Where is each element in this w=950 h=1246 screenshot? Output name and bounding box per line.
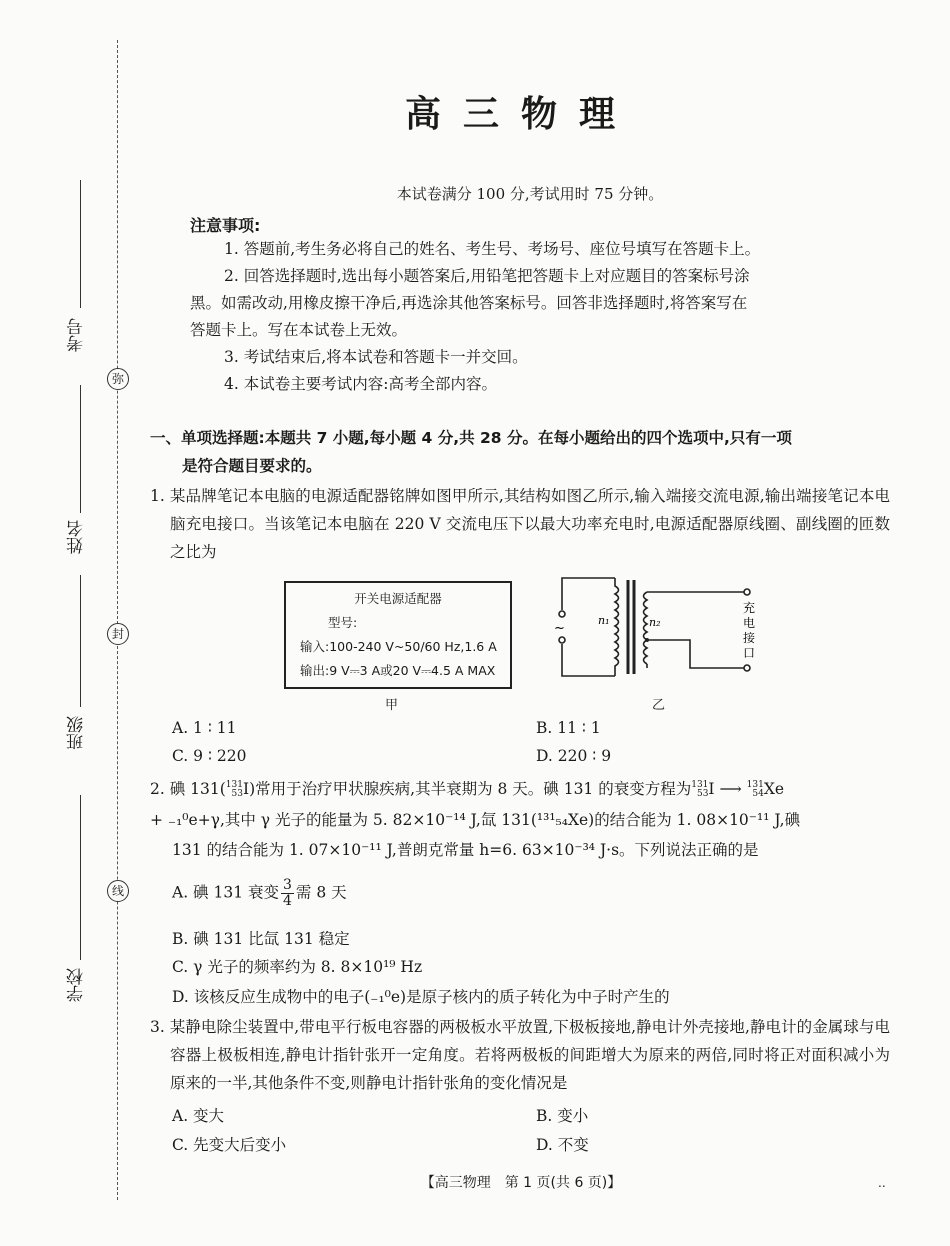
q3-option-d[interactable]: D. 不变 xyxy=(536,1136,589,1154)
q1-option-b[interactable]: B. 11 ∶ 1 xyxy=(536,719,601,737)
nameplate-title: 开关电源适配器 xyxy=(354,591,442,606)
q1-option-a[interactable]: A. 1 ∶ 11 xyxy=(172,719,237,737)
primary-wire-top xyxy=(562,578,615,610)
name-blank[interactable] xyxy=(80,385,81,513)
port-char-3: 接 xyxy=(743,631,756,645)
exam-no-label: 考号 xyxy=(67,318,87,352)
exam-no-blank[interactable] xyxy=(80,180,81,308)
iodine-mass-number: 131 xyxy=(225,780,243,790)
class-blank[interactable] xyxy=(80,575,81,707)
xenon-nuclide-label xyxy=(747,781,764,799)
question-3-stem xyxy=(150,1013,890,1097)
iodine-nuclide-label xyxy=(226,781,243,799)
fraction-denominator: 4 xyxy=(283,893,292,909)
transformer-diagram xyxy=(550,572,770,692)
seal-xian: 线 xyxy=(107,880,129,902)
output-terminal-bottom xyxy=(744,665,750,671)
iodine-nuclide-label-2 xyxy=(691,781,708,799)
q2-option-a-post: 需 8 天 xyxy=(295,883,347,902)
question-2-line-2: + ₋₁⁰e+γ,其中 γ 光子的能量为 5. 82×10⁻¹⁴ J,氙 131(¹³¹₅₄Xe)的结合能为 1. 08×10⁻¹¹ J,碘 xyxy=(150,811,801,829)
n2-label: n₂ xyxy=(649,616,661,629)
seal-feng: 封 xyxy=(107,623,129,645)
class-label: 班级 xyxy=(67,716,87,750)
notice-item-2-cont2: 答题卡上。写在本试卷上无效。 xyxy=(190,321,408,339)
q2-text-c: I ⟶ xyxy=(708,780,747,798)
iodine-atomic-number-2: 53 xyxy=(696,789,709,799)
n1-label: n₁ xyxy=(598,614,610,627)
port-char-2: 电 xyxy=(743,616,756,630)
secondary-tap-wire xyxy=(647,640,744,668)
figure-a-caption: 甲 xyxy=(385,698,399,713)
q1-stem-text: 1. 某品牌笔记本电脑的电源适配器铭牌如图甲所示,其结构如图乙所示,输入端接交流电源,输出端接笔记本电脑充电接口。当该笔记本电脑在 220 V 交流电压下以最大功率充电时,电源适配器原线圈、副线圈的匝数之比为 xyxy=(150,487,890,561)
binding-dashed-line xyxy=(117,40,118,1200)
q1-option-d[interactable]: D. 220 ∶ 9 xyxy=(536,747,612,765)
school-blank[interactable] xyxy=(80,795,81,960)
q3-option-a[interactable]: A. 变大 xyxy=(172,1107,225,1125)
q2-text-b: I)常用于治疗甲状腺疾病,其半衰期为 8 天。碘 131 的衰变方程为 xyxy=(242,780,692,798)
page-footer: 【高三物理 第 1 页(共 6 页)】 xyxy=(420,1175,622,1191)
input-terminal-top xyxy=(559,611,565,617)
output-terminal-top xyxy=(744,589,750,595)
q3-stem-text: 3. 某静电除尘装置中,带电平行板电容器的两极板水平放置,下极板接地,静电计外壳接地,静电计的金属球与电容器上极板相连,静电计指针张开一定角度。若将两极板的间距增大为原来的两倍,同时将正对面积减小为原来的一半,其他条件不变,则静电计指针张角的变化情况是 xyxy=(150,1018,890,1092)
notice-item-1: 1. 答题前,考生务必将自己的姓名、考生号、考场号、座位号填写在答题卡上。 xyxy=(224,240,761,258)
q3-option-c[interactable]: C. 先变大后变小 xyxy=(172,1136,287,1154)
exam-info: 本试卷满分 100 分,考试用时 75 分钟。 xyxy=(396,185,664,203)
secondary-coil xyxy=(644,592,648,664)
q2-option-d[interactable]: D. 该核反应生成物中的电子(₋₁⁰e)是原子核内的质子转化为中子时产生的 xyxy=(172,988,670,1006)
notice-item-2-cont: 黑。如需改动,用橡皮擦干净后,再选涂其他答案标号。回答非选择题时,将答案写在 xyxy=(190,294,748,312)
port-char-1: 充 xyxy=(743,601,756,615)
xenon-atomic-number: 54 xyxy=(752,789,764,799)
q1-option-c[interactable]: C. 9 ∶ 220 xyxy=(172,747,247,765)
q2-option-c[interactable]: C. γ 光子的频率约为 8. 8×10¹⁹ Hz xyxy=(172,958,423,976)
q2-option-a-pre: A. 碘 131 衰变 xyxy=(172,883,279,902)
nameplate-output: 输出:9 V⎓3 A或20 V⎓4.5 A MAX xyxy=(300,663,496,678)
page-title: 高三物理 xyxy=(404,94,637,135)
input-terminal-bottom xyxy=(559,637,565,643)
corner-mark: .. xyxy=(878,1176,886,1190)
q2-option-a[interactable] xyxy=(172,878,347,909)
seal-mi: 弥 xyxy=(107,368,129,390)
q2-option-b[interactable]: B. 碘 131 比氙 131 稳定 xyxy=(172,930,350,948)
question-1-stem xyxy=(150,482,890,566)
section-heading-cont: 是符合题目要求的。 xyxy=(182,457,322,475)
nameplate-input: 输入:100-240 V~50/60 Hz,1.6 A xyxy=(300,639,497,654)
nameplate-model: 型号: xyxy=(328,615,358,630)
port-char-4: 口 xyxy=(743,646,756,660)
name-label: 姓名 xyxy=(67,520,87,554)
q2-text-d: Xe xyxy=(763,780,785,798)
iodine-mass-number-2: 131 xyxy=(691,780,709,790)
figure-b-caption: 乙 xyxy=(652,698,666,713)
notice-item-4: 4. 本试卷主要考试内容:高考全部内容。 xyxy=(224,375,497,393)
iodine-atomic-number: 53 xyxy=(231,789,243,799)
fraction-numerator: 3 xyxy=(283,877,292,893)
xenon-mass-number: 131 xyxy=(746,780,764,790)
notice-item-2: 2. 回答选择题时,选出每小题答案后,用铅笔把答题卡上对应题目的答案标号涂 xyxy=(224,267,750,285)
adapter-nameplate xyxy=(284,581,512,689)
q2-text-a: 2. 碘 131( xyxy=(150,780,226,798)
question-2-line-1 xyxy=(150,777,784,799)
question-2-line-3: 131 的结合能为 1. 07×10⁻¹¹ J,普朗克常量 h=6. 63×10⁻³⁴ J·s。下列说法正确的是 xyxy=(172,841,759,859)
fraction-three-quarters xyxy=(281,878,294,909)
primary-coil xyxy=(615,578,619,676)
school-label: 学校 xyxy=(67,968,87,1002)
primary-wire-bottom xyxy=(562,644,615,676)
section-heading: 一、单项选择题:本题共 7 小题,每小题 4 分,共 28 分。在每小题给出的四个选项中,只有一项 xyxy=(150,429,792,447)
notice-title: 注意事项: xyxy=(190,216,261,235)
tap-dot xyxy=(645,638,649,642)
notice-item-3: 3. 考试结束后,将本试卷和答题卡一并交回。 xyxy=(224,348,528,366)
ac-symbol: ~ xyxy=(554,621,565,636)
q3-option-b[interactable]: B. 变小 xyxy=(536,1107,589,1125)
